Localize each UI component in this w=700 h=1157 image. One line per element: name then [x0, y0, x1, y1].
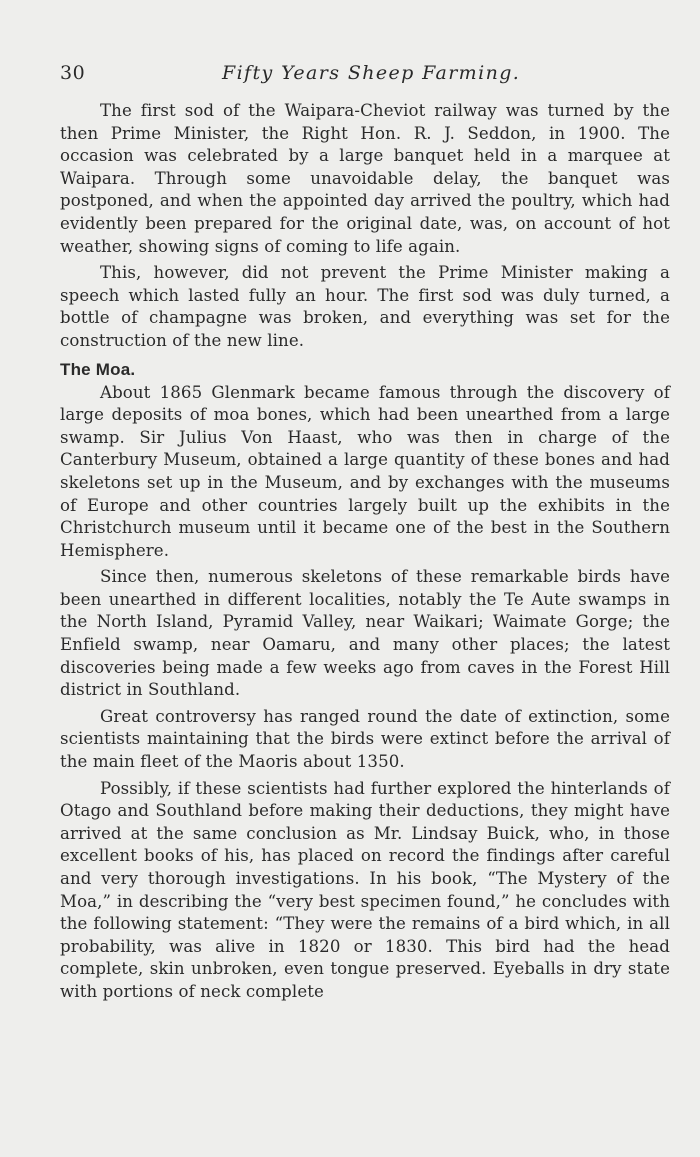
running-title: Fifty Years Sheep Farming. — [222, 62, 521, 84]
page-number: 30 — [60, 62, 86, 84]
paragraph-moa-bones-discovery: About 1865 Glenmark became famous through the discovery of large deposits of moa bones, which had been unearthed from a large swamp. Sir Julius Von Haast, who was then in charge of the Canterbury Museum, obtained a large quantity of these bones and had skeletons set up in the Museum, and by exchanges with the museums of Europe and other countries largely built up the exhibits in the Christchurch museum until it became one of the best in the Southern Hemisphere. — [60, 382, 670, 560]
paragraph-railway-sod: The first sod of the Waipara-Cheviot railway was turned by the then Prime Minister, the Right Hon. R. J. Seddon, in 1900. The occasion was celebrated by a large banquet held in a marquee at Waipara. Through some unavoidable delay, the banquet was postponed, and when the appointed day arrived the poultry, which had evidently been prepared for the original date, was, on account of hot weather, showing signs of coming to life again. — [60, 101, 670, 256]
paragraph-extinction-controversy: Great controversy has ranged round the date of extinction, some scientists maintaining that the birds were extinct before the arrival of the main fleet of the Maoris about 1350. — [60, 706, 670, 772]
paragraph-lindsay-buick: Possibly, if these scientists had further explored the hinterlands of Otago and Southland before making their deductions, they might have arrived at the same conclusion as Mr. Lindsay Buick, who, in those excellent books of his, has placed on record the findings after careful and very thorough investigations. In his book, “The Mystery of the Moa,” in describing the “very best specimen found,” he concludes with the following statement: “They were the remains of a bird which, in all probability, was alive in 1820 or 1830. This bird had the head complete, skin unbroken, even tongue preserved. Eyeballs in dry state with portions of neck complete — [60, 778, 670, 1001]
paragraph-skeleton-localities: Since then, numerous skeletons of these remarkable birds have been unearthed in different localities, notably the Te Aute swamps in the North Island, Pyramid Valley, near Waikari; Waimate Gorge; the Enfield swamp, near Oamaru, and many other places; the latest discoveries being made a few weeks ago from caves in the Forest Hill district in Southland. — [60, 567, 670, 700]
paragraph-prime-minister-speech: This, however, did not prevent the Prime Minister making a speech which lasted fully an hour. The first sod was duly turned, a bottle of champagne was broken, and everything was set for the construction of the new line. — [60, 263, 670, 350]
body-text — [60, 100, 670, 1004]
page-header — [60, 62, 670, 90]
section-heading-moa: The Moa. — [60, 359, 136, 379]
